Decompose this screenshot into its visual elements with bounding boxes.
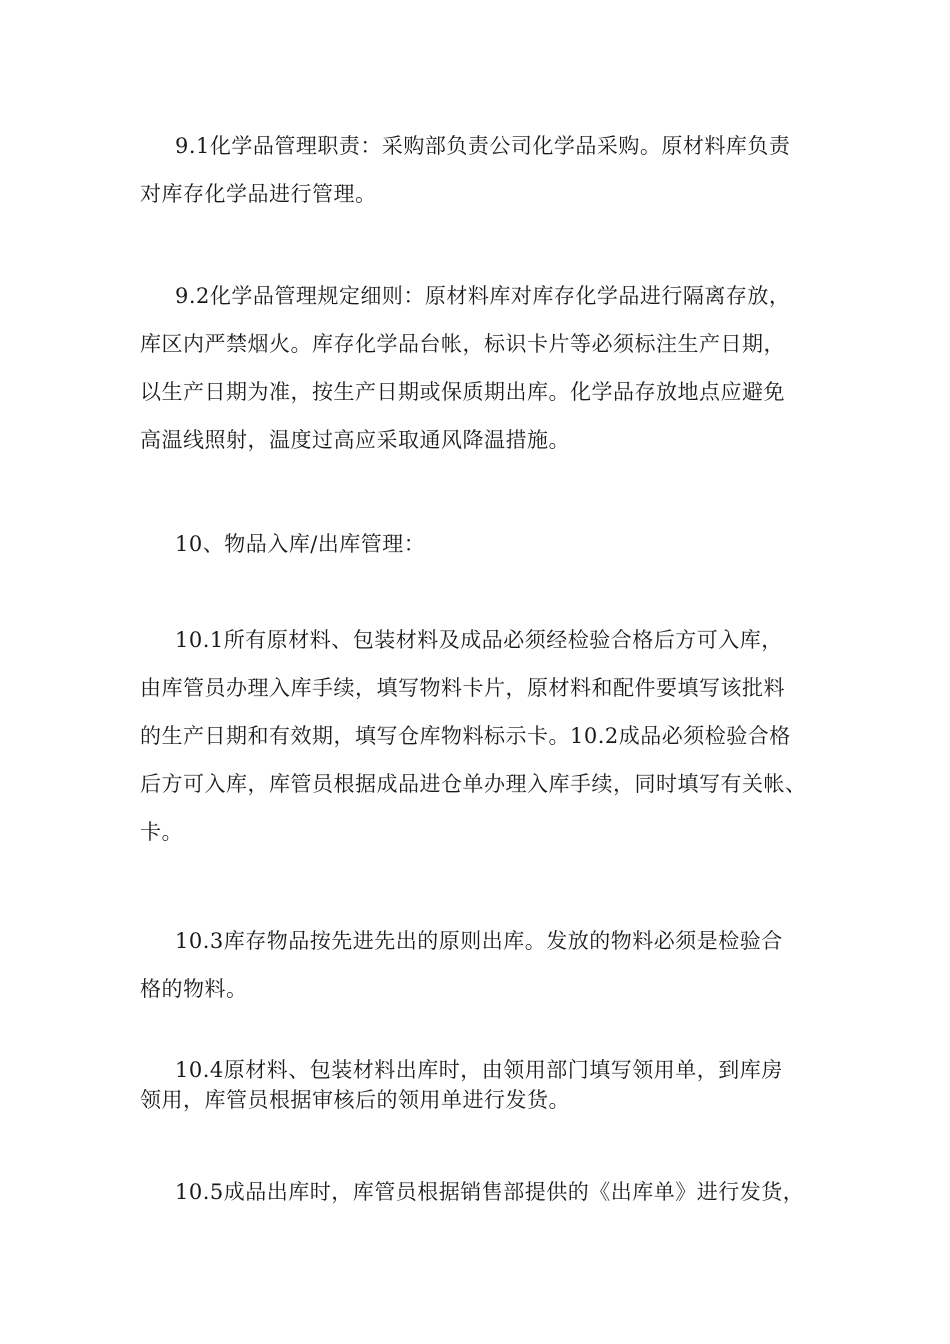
text-line: 卡。: [140, 820, 183, 844]
paragraph-10-5: [140, 1176, 840, 1208]
text-line: 10.1所有原材料、包装材料及成品必须经检验合格后方可入库，: [175, 628, 783, 652]
text-line: 9.2化学品管理规定细则：原材料库对库存化学品进行隔离存放，: [175, 284, 791, 308]
text-line: 高温线照射，温度过高应采取通风降温措施。: [140, 428, 570, 452]
text-line: 10.5成品出库时，库管员根据销售部提供的《出库单》进行发货，: [175, 1180, 805, 1204]
paragraph-10-3: [140, 925, 840, 1021]
paragraph-10-1: [140, 624, 840, 864]
section-heading-10: [140, 528, 840, 576]
text-line: 10.3库存物品按先进先出的原则出库。发放的物料必须是检验合: [175, 929, 783, 953]
paragraph-9-2: [140, 280, 840, 472]
text-line: 9.1化学品管理职责：采购部负责公司化学品采购。原材料库负责: [175, 134, 791, 158]
text-line: 领用，库管员根据审核后的领用单进行发货。: [140, 1088, 570, 1112]
paragraph-9-1: [140, 130, 840, 226]
text-line: 以生产日期为准，按生产日期或保质期出库。化学品存放地点应避免: [140, 380, 785, 404]
text-line: 库区内严禁烟火。库存化学品台帐，标识卡片等必须标注生产日期，: [140, 332, 785, 356]
text-line: 后方可入库，库管员根据成品进仓单办理入库手续，同时填写有关帐、: [140, 772, 807, 796]
text-line: 对库存化学品进行管理。: [140, 182, 377, 206]
text-line: 10、物品入库/出库管理：: [175, 532, 426, 556]
paragraph-10-4: [140, 1055, 840, 1115]
text-line: 的生产日期和有效期，填写仓库物料标示卡。10.2成品必须检验合格: [140, 724, 791, 748]
text-line: 格的物料。: [140, 977, 248, 1001]
text-line: 由库管员办理入库手续，填写物料卡片，原材料和配件要填写该批料: [140, 676, 785, 700]
text-line: 10.4原材料、包装材料出库时，由领用部门填写领用单，到库房: [175, 1058, 783, 1082]
